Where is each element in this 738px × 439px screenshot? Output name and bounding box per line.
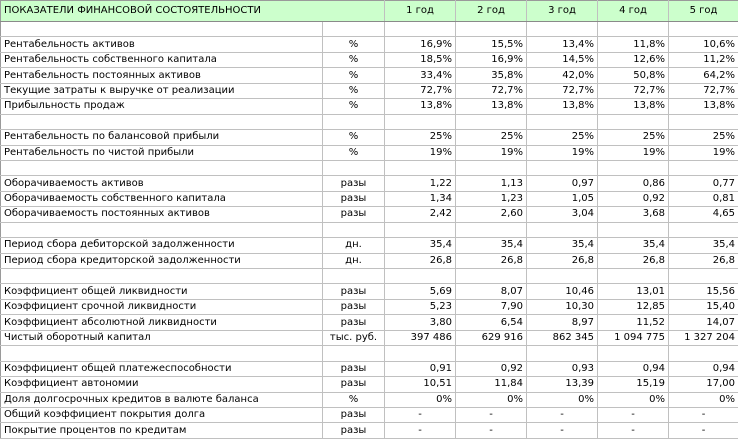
- unit-cell[interactable]: разы: [323, 299, 385, 314]
- empty-cell[interactable]: [669, 160, 738, 175]
- value-cell-year-1[interactable]: 2,42: [385, 207, 456, 222]
- empty-cell[interactable]: [598, 160, 669, 175]
- empty-cell[interactable]: [323, 160, 385, 175]
- table-row: [1, 407, 738, 422]
- empty-cell[interactable]: [1, 269, 323, 284]
- value-cell-year-1[interactable]: 35,4: [385, 238, 456, 253]
- value-cell-year-4[interactable]: 19%: [598, 145, 669, 160]
- value-cell-year-3[interactable]: 862 345: [527, 330, 598, 345]
- empty-cell[interactable]: [323, 222, 385, 237]
- table-row: [1, 377, 738, 392]
- value-cell-year-3[interactable]: -: [527, 407, 598, 422]
- value-cell-year-4[interactable]: -: [598, 423, 669, 438]
- spacer-row: [1, 114, 738, 129]
- table-row: [1, 253, 738, 268]
- value-cell-year-1[interactable]: 397 486: [385, 330, 456, 345]
- indicator-name-cell[interactable]: Оборачиваемость постоянных активов: [1, 207, 323, 222]
- empty-cell[interactable]: [669, 114, 738, 129]
- value-cell-year-2[interactable]: 1,13: [456, 176, 527, 191]
- header-row: [1, 1, 738, 22]
- empty-cell[interactable]: [456, 269, 527, 284]
- indicator-name-cell[interactable]: Покрытие процентов по кредитам: [1, 423, 323, 438]
- value-cell-year-3[interactable]: 8,97: [527, 315, 598, 330]
- indicator-name-cell[interactable]: Рентабельность по чистой прибыли: [1, 145, 323, 160]
- value-cell-year-5[interactable]: 0%: [669, 392, 738, 407]
- indicator-name-cell[interactable]: Рентабельность по балансовой прибыли: [1, 130, 323, 145]
- spacer-row: [1, 269, 738, 284]
- unit-cell[interactable]: %: [323, 145, 385, 160]
- value-cell-year-4[interactable]: 3,68: [598, 207, 669, 222]
- empty-cell[interactable]: [669, 22, 738, 37]
- empty-cell[interactable]: [598, 346, 669, 361]
- empty-cell[interactable]: [385, 269, 456, 284]
- value-cell-year-4[interactable]: 12,85: [598, 299, 669, 314]
- value-cell-year-5[interactable]: 11,2%: [669, 52, 738, 67]
- unit-cell[interactable]: %: [323, 99, 385, 114]
- indicator-name-cell[interactable]: Чистый оборотный капитал: [1, 330, 323, 345]
- unit-cell[interactable]: разы: [323, 176, 385, 191]
- empty-cell[interactable]: [1, 160, 323, 175]
- value-cell-year-2[interactable]: 11,84: [456, 377, 527, 392]
- empty-cell[interactable]: [323, 22, 385, 37]
- unit-cell[interactable]: дн.: [323, 238, 385, 253]
- value-cell-year-2[interactable]: 1,23: [456, 191, 527, 206]
- value-cell-year-5[interactable]: -: [669, 407, 738, 422]
- value-cell-year-4[interactable]: 15,19: [598, 377, 669, 392]
- value-cell-year-5[interactable]: 0,77: [669, 176, 738, 191]
- unit-cell[interactable]: разы: [323, 284, 385, 299]
- empty-cell[interactable]: [385, 114, 456, 129]
- value-cell-year-3[interactable]: 1,05: [527, 191, 598, 206]
- value-cell-year-5[interactable]: 4,65: [669, 207, 738, 222]
- value-cell-year-3[interactable]: 25%: [527, 130, 598, 145]
- unit-cell[interactable]: разы: [323, 315, 385, 330]
- empty-cell[interactable]: [598, 222, 669, 237]
- table-row: [1, 83, 738, 98]
- value-cell-year-4[interactable]: 13,01: [598, 284, 669, 299]
- value-cell-year-1[interactable]: 25%: [385, 130, 456, 145]
- value-cell-year-2[interactable]: 2,60: [456, 207, 527, 222]
- value-cell-year-5[interactable]: 25%: [669, 130, 738, 145]
- empty-cell[interactable]: [323, 114, 385, 129]
- value-cell-year-5[interactable]: 15,40: [669, 299, 738, 314]
- table-row: [1, 423, 738, 438]
- value-cell-year-4[interactable]: 0,86: [598, 176, 669, 191]
- value-cell-year-2[interactable]: 16,9%: [456, 52, 527, 67]
- value-cell-year-5[interactable]: 19%: [669, 145, 738, 160]
- value-cell-year-4[interactable]: 35,4: [598, 238, 669, 253]
- empty-cell[interactable]: [527, 222, 598, 237]
- value-cell-year-2[interactable]: 72,7%: [456, 83, 527, 98]
- empty-cell[interactable]: [323, 346, 385, 361]
- value-cell-year-5[interactable]: 1 327 204: [669, 330, 738, 345]
- value-cell-year-4[interactable]: 12,6%: [598, 52, 669, 67]
- value-cell-year-5[interactable]: 64,2%: [669, 68, 738, 83]
- table-row: [1, 191, 738, 206]
- empty-cell[interactable]: [527, 160, 598, 175]
- empty-cell[interactable]: [385, 222, 456, 237]
- value-cell-year-2[interactable]: 6,54: [456, 315, 527, 330]
- value-cell-year-5[interactable]: 17,00: [669, 377, 738, 392]
- value-cell-year-5[interactable]: 13,8%: [669, 99, 738, 114]
- unit-cell[interactable]: разы: [323, 361, 385, 376]
- value-cell-year-3[interactable]: 3,04: [527, 207, 598, 222]
- value-cell-year-4[interactable]: 0,92: [598, 191, 669, 206]
- value-cell-year-3[interactable]: -: [527, 423, 598, 438]
- value-cell-year-3[interactable]: 0%: [527, 392, 598, 407]
- empty-cell[interactable]: [456, 346, 527, 361]
- unit-cell[interactable]: %: [323, 52, 385, 67]
- table-row: [1, 99, 738, 114]
- empty-cell[interactable]: [1, 22, 323, 37]
- value-cell-year-5[interactable]: 72,7%: [669, 83, 738, 98]
- unit-cell[interactable]: тыс. руб.: [323, 330, 385, 345]
- value-cell-year-1[interactable]: -: [385, 423, 456, 438]
- value-cell-year-2[interactable]: 19%: [456, 145, 527, 160]
- value-cell-year-3[interactable]: 10,30: [527, 299, 598, 314]
- empty-cell[interactable]: [598, 269, 669, 284]
- indicator-name-cell[interactable]: Оборачиваемость активов: [1, 176, 323, 191]
- indicator-name-cell[interactable]: Текущие затраты к выручке от реализации: [1, 83, 323, 98]
- value-cell-year-5[interactable]: 10,6%: [669, 37, 738, 52]
- value-cell-year-5[interactable]: 15,56: [669, 284, 738, 299]
- table-row: [1, 145, 738, 160]
- value-cell-year-3[interactable]: 72,7%: [527, 83, 598, 98]
- year-header-1[interactable]: 1 год: [385, 1, 456, 22]
- indicator-name-cell[interactable]: Доля долгосрочных кредитов в валюте баланса: [1, 392, 323, 407]
- value-cell-year-4[interactable]: 13,8%: [598, 99, 669, 114]
- value-cell-year-2[interactable]: 25%: [456, 130, 527, 145]
- empty-cell[interactable]: [527, 22, 598, 37]
- value-cell-year-1[interactable]: 33,4%: [385, 68, 456, 83]
- value-cell-year-5[interactable]: 0,94: [669, 361, 738, 376]
- value-cell-year-1[interactable]: 0,91: [385, 361, 456, 376]
- value-cell-year-4[interactable]: 25%: [598, 130, 669, 145]
- indicator-name-cell[interactable]: Прибыльность продаж: [1, 99, 323, 114]
- value-cell-year-4[interactable]: 50,8%: [598, 68, 669, 83]
- value-cell-year-2[interactable]: 7,90: [456, 299, 527, 314]
- value-cell-year-5[interactable]: 0,81: [669, 191, 738, 206]
- empty-cell[interactable]: [527, 114, 598, 129]
- value-cell-year-4[interactable]: 11,8%: [598, 37, 669, 52]
- value-cell-year-2[interactable]: 35,8%: [456, 68, 527, 83]
- value-cell-year-3[interactable]: 10,46: [527, 284, 598, 299]
- value-cell-year-3[interactable]: 13,4%: [527, 37, 598, 52]
- value-cell-year-4[interactable]: 0%: [598, 392, 669, 407]
- empty-cell[interactable]: [385, 22, 456, 37]
- table-row: [1, 176, 738, 191]
- indicator-name-cell[interactable]: Период сбора кредиторской задолженности: [1, 253, 323, 268]
- empty-cell[interactable]: [669, 346, 738, 361]
- value-cell-year-3[interactable]: 0,93: [527, 361, 598, 376]
- empty-cell[interactable]: [527, 346, 598, 361]
- value-cell-year-2[interactable]: 15,5%: [456, 37, 527, 52]
- value-cell-year-1[interactable]: 1,22: [385, 176, 456, 191]
- indicator-name-cell[interactable]: Рентабельность активов: [1, 37, 323, 52]
- empty-cell[interactable]: [385, 160, 456, 175]
- value-cell-year-4[interactable]: 26,8: [598, 253, 669, 268]
- value-cell-year-2[interactable]: -: [456, 423, 527, 438]
- value-cell-year-4[interactable]: -: [598, 407, 669, 422]
- value-cell-year-2[interactable]: 0,92: [456, 361, 527, 376]
- table-row: [1, 330, 738, 345]
- indicator-name-cell[interactable]: Общий коэффициент покрытия долга: [1, 407, 323, 422]
- value-cell-year-4[interactable]: 11,52: [598, 315, 669, 330]
- value-cell-year-3[interactable]: 0,97: [527, 176, 598, 191]
- value-cell-year-2[interactable]: 26,8: [456, 253, 527, 268]
- spacer-row: [1, 22, 738, 37]
- indicator-name-cell[interactable]: Коэффициент автономии: [1, 377, 323, 392]
- indicator-name-cell[interactable]: Рентабельность постоянных активов: [1, 68, 323, 83]
- spacer-row: [1, 160, 738, 175]
- value-cell-year-1[interactable]: 5,69: [385, 284, 456, 299]
- indicator-name-cell[interactable]: Коэффициент общей платежеспособности: [1, 361, 323, 376]
- unit-cell[interactable]: %: [323, 130, 385, 145]
- table-row: [1, 361, 738, 376]
- empty-cell[interactable]: [456, 160, 527, 175]
- value-cell-year-1[interactable]: 5,23: [385, 299, 456, 314]
- unit-cell[interactable]: разы: [323, 191, 385, 206]
- value-cell-year-1[interactable]: 72,7%: [385, 83, 456, 98]
- value-cell-year-1[interactable]: 10,51: [385, 377, 456, 392]
- value-cell-year-1[interactable]: 26,8: [385, 253, 456, 268]
- empty-cell[interactable]: [323, 269, 385, 284]
- table-row: [1, 130, 738, 145]
- empty-cell[interactable]: [527, 269, 598, 284]
- value-cell-year-1[interactable]: 1,34: [385, 191, 456, 206]
- value-cell-year-2[interactable]: 35,4: [456, 238, 527, 253]
- table-row: [1, 284, 738, 299]
- value-cell-year-1[interactable]: 3,80: [385, 315, 456, 330]
- unit-cell[interactable]: разы: [323, 407, 385, 422]
- value-cell-year-2[interactable]: 629 916: [456, 330, 527, 345]
- unit-cell[interactable]: %: [323, 392, 385, 407]
- value-cell-year-5[interactable]: 26,8: [669, 253, 738, 268]
- value-cell-year-2[interactable]: -: [456, 407, 527, 422]
- year-header-5[interactable]: 5 год: [669, 1, 738, 22]
- unit-cell[interactable]: разы: [323, 377, 385, 392]
- value-cell-year-1[interactable]: 0%: [385, 392, 456, 407]
- empty-cell[interactable]: [456, 22, 527, 37]
- value-cell-year-3[interactable]: 26,8: [527, 253, 598, 268]
- value-cell-year-2[interactable]: 13,8%: [456, 99, 527, 114]
- indicator-name-cell[interactable]: Коэффициент абсолютной ликвидности: [1, 315, 323, 330]
- value-cell-year-5[interactable]: 14,07: [669, 315, 738, 330]
- indicator-name-cell[interactable]: Период сбора дебиторской задолженности: [1, 238, 323, 253]
- year-header-2[interactable]: 2 год: [456, 1, 527, 22]
- value-cell-year-3[interactable]: 42,0%: [527, 68, 598, 83]
- empty-cell[interactable]: [1, 114, 323, 129]
- value-cell-year-2[interactable]: 8,07: [456, 284, 527, 299]
- value-cell-year-5[interactable]: -: [669, 423, 738, 438]
- table-title[interactable]: ПОКАЗАТЕЛИ ФИНАНСОВОЙ СОСТОЯТЕЛЬНОСТИ: [1, 1, 385, 22]
- table-row: [1, 207, 738, 222]
- table-body: [1, 22, 738, 439]
- value-cell-year-3[interactable]: 13,39: [527, 377, 598, 392]
- value-cell-year-3[interactable]: 19%: [527, 145, 598, 160]
- value-cell-year-1[interactable]: 16,9%: [385, 37, 456, 52]
- value-cell-year-1[interactable]: -: [385, 407, 456, 422]
- value-cell-year-3[interactable]: 14,5%: [527, 52, 598, 67]
- empty-cell[interactable]: [669, 269, 738, 284]
- spacer-row: [1, 346, 738, 361]
- empty-cell[interactable]: [1, 346, 323, 361]
- unit-cell[interactable]: дн.: [323, 253, 385, 268]
- unit-cell[interactable]: %: [323, 83, 385, 98]
- value-cell-year-1[interactable]: 19%: [385, 145, 456, 160]
- table-row: [1, 238, 738, 253]
- value-cell-year-1[interactable]: 18,5%: [385, 52, 456, 67]
- year-header-4[interactable]: 4 год: [598, 1, 669, 22]
- table-row: [1, 37, 738, 52]
- empty-cell[interactable]: [598, 22, 669, 37]
- empty-cell[interactable]: [456, 114, 527, 129]
- empty-cell[interactable]: [456, 222, 527, 237]
- table-row: [1, 299, 738, 314]
- unit-cell[interactable]: %: [323, 37, 385, 52]
- table-row: [1, 392, 738, 407]
- indicator-name-cell[interactable]: Коэффициент общей ликвидности: [1, 284, 323, 299]
- value-cell-year-2[interactable]: 0%: [456, 392, 527, 407]
- indicator-name-cell[interactable]: Рентабельность собственного капитала: [1, 52, 323, 67]
- unit-cell[interactable]: разы: [323, 207, 385, 222]
- unit-cell[interactable]: %: [323, 68, 385, 83]
- value-cell-year-1[interactable]: 13,8%: [385, 99, 456, 114]
- empty-cell[interactable]: [669, 222, 738, 237]
- table-row: [1, 315, 738, 330]
- indicator-name-cell[interactable]: Коэффициент срочной ликвидности: [1, 299, 323, 314]
- empty-cell[interactable]: [385, 346, 456, 361]
- indicator-name-cell[interactable]: Оборачиваемость собственного капитала: [1, 191, 323, 206]
- table-row: [1, 52, 738, 67]
- spacer-row: [1, 222, 738, 237]
- year-header-3[interactable]: 3 год: [527, 1, 598, 22]
- value-cell-year-5[interactable]: 35,4: [669, 238, 738, 253]
- table-row: [1, 68, 738, 83]
- value-cell-year-4[interactable]: 0,94: [598, 361, 669, 376]
- empty-cell[interactable]: [598, 114, 669, 129]
- value-cell-year-3[interactable]: 13,8%: [527, 99, 598, 114]
- empty-cell[interactable]: [1, 222, 323, 237]
- unit-cell[interactable]: разы: [323, 423, 385, 438]
- value-cell-year-3[interactable]: 35,4: [527, 238, 598, 253]
- value-cell-year-4[interactable]: 72,7%: [598, 83, 669, 98]
- value-cell-year-4[interactable]: 1 094 775: [598, 330, 669, 345]
